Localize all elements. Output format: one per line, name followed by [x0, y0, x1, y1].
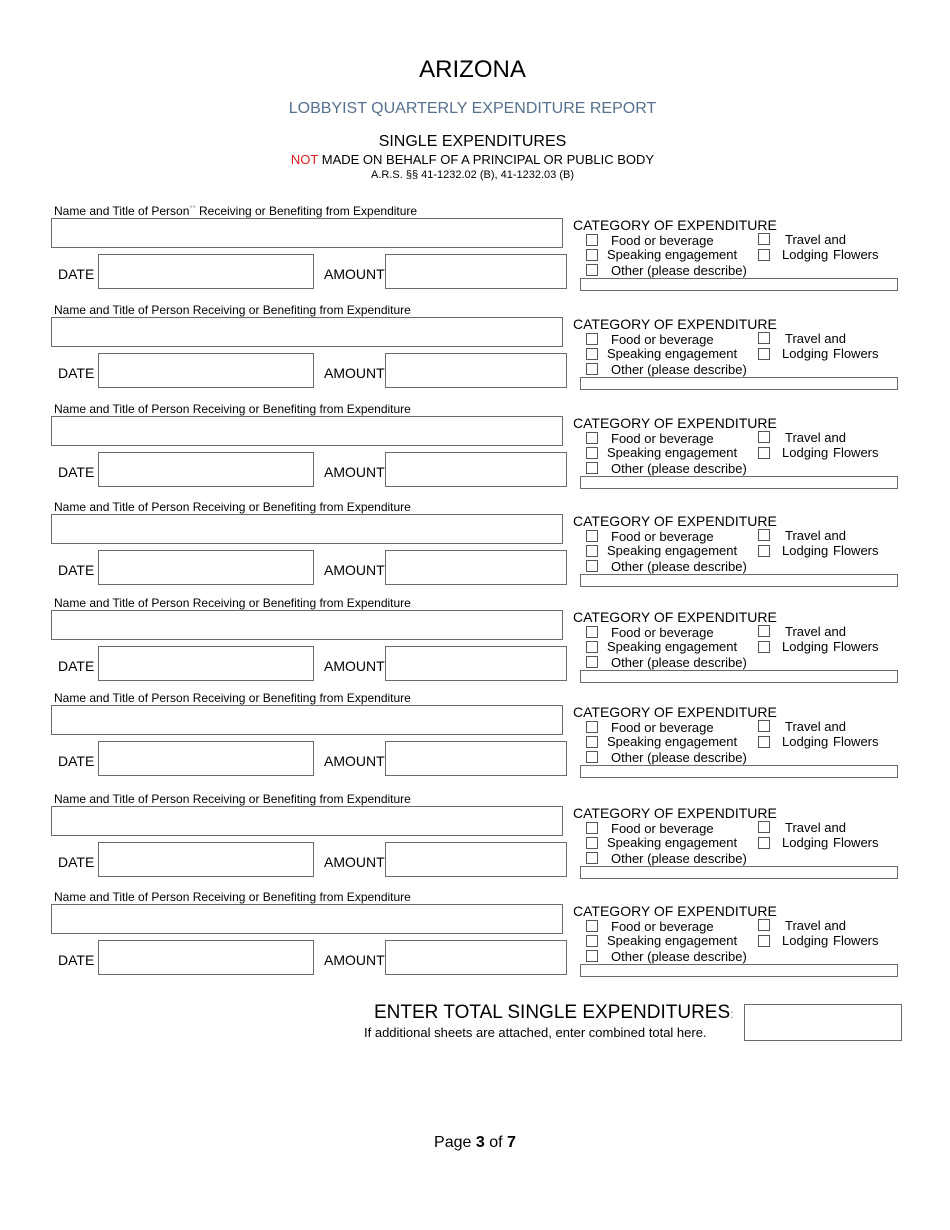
travel-lodging-checkbox[interactable] [758, 821, 770, 833]
lodging-label: Lodging [782, 346, 829, 361]
flowers-label: Flowers [833, 933, 879, 948]
date-label: DATE [58, 365, 95, 381]
travel-label: Travel and [785, 719, 846, 734]
name-title-label: Name and Title of Person Receiving or Benefiting from Expenditure [54, 500, 411, 514]
amount-field[interactable] [385, 353, 567, 388]
name-title-label: Name and Title of Person Receiving or Benefiting from Expenditure [54, 596, 411, 610]
name-title-field[interactable] [51, 610, 563, 640]
speaking-label: Speaking engagement [607, 933, 738, 948]
other-label: Other (please describe) [611, 949, 747, 964]
date-field[interactable] [98, 550, 314, 585]
speaking-label: Speaking engagement [607, 639, 738, 654]
lodging-label: Lodging [782, 835, 829, 850]
name-label-part: Receiving or Benefiting from Expenditure [195, 204, 418, 218]
date-label: DATE [58, 464, 95, 480]
flowers-label: Flowers [833, 445, 879, 460]
page-number [0, 1134, 950, 1152]
name-title-label: Name and Title of Person Receiving or Benefiting from Expenditure [54, 402, 411, 416]
other-checkbox[interactable] [586, 462, 598, 474]
travel-lodging-checkbox[interactable] [758, 720, 770, 732]
other-checkbox[interactable] [586, 363, 598, 375]
other-label: Other (please describe) [611, 362, 747, 377]
food-checkbox[interactable] [586, 530, 598, 542]
travel-lodging-checkbox[interactable] [758, 919, 770, 931]
current-page: 3 [475, 1134, 485, 1151]
speaking-checkbox[interactable] [586, 348, 598, 360]
name-title-field[interactable] [51, 806, 563, 836]
amount-label: AMOUNT [324, 562, 385, 578]
other-checkbox[interactable] [586, 751, 598, 763]
lodging-label: Lodging [782, 933, 829, 948]
not-word: NOT [290, 152, 319, 167]
expenditure-block [0, 402, 950, 498]
lodging-label: Lodging [782, 639, 829, 654]
speaking-checkbox[interactable] [586, 736, 598, 748]
category-title: CATEGORY OF EXPENDITURE [573, 609, 777, 625]
amount-field[interactable] [385, 452, 567, 487]
food-checkbox[interactable] [586, 920, 598, 932]
other-label: Other (please describe) [611, 559, 747, 574]
of-word: of [489, 1134, 503, 1151]
food-checkbox[interactable] [586, 822, 598, 834]
other-checkbox[interactable] [586, 950, 598, 962]
expenditure-block [0, 204, 950, 300]
food-checkbox[interactable] [586, 432, 598, 444]
flowers-label: Flowers [833, 734, 879, 749]
lodging-label: Lodging [782, 543, 829, 558]
other-label: Other (please describe) [611, 263, 747, 278]
flowers-label: Flowers [833, 639, 879, 654]
other-description-field[interactable] [580, 278, 898, 291]
total-title-text: ENTER TOTAL SINGLE EXPENDITURES [374, 1002, 731, 1023]
report-title: LOBBYIST QUARTERLY EXPENDITURE REPORT [288, 100, 657, 117]
other-checkbox[interactable] [586, 264, 598, 276]
expenditure-block [0, 792, 950, 888]
name-title-label: Name and Title of Person Receiving or Benefiting from Expenditure [54, 890, 411, 904]
total-amount-field[interactable] [744, 1004, 902, 1041]
flowers-checkbox[interactable] [758, 447, 770, 459]
statute-reference: A.R.S. §§ 41-1232.02 (B), 41-1232.03 (B) [370, 169, 574, 181]
date-label: DATE [58, 266, 95, 282]
flowers-checkbox[interactable] [758, 736, 770, 748]
name-title-label [54, 204, 417, 218]
category-title: CATEGORY OF EXPENDITURE [573, 316, 777, 332]
other-description-field[interactable] [580, 377, 898, 390]
other-description-field[interactable] [580, 866, 898, 879]
lodging-label: Lodging [782, 247, 829, 262]
category-title: CATEGORY OF EXPENDITURE [573, 415, 777, 431]
amount-label: AMOUNT [324, 464, 385, 480]
expenditure-block [0, 691, 950, 787]
amount-field[interactable] [385, 741, 567, 776]
name-title-field[interactable] [51, 416, 563, 446]
name-label-part: Name and Title of Person [54, 204, 190, 218]
flowers-checkbox[interactable] [758, 249, 770, 261]
other-checkbox[interactable] [586, 560, 598, 572]
other-label: Other (please describe) [611, 851, 747, 866]
other-description-field[interactable] [580, 476, 898, 489]
page-word: Page [434, 1134, 472, 1151]
speaking-checkbox[interactable] [586, 447, 598, 459]
amount-field[interactable] [385, 254, 567, 289]
amount-label: AMOUNT [324, 854, 385, 870]
category-title: CATEGORY OF EXPENDITURE [573, 513, 777, 529]
travel-label: Travel and [785, 624, 846, 639]
speaking-label: Speaking engagement [607, 835, 738, 850]
date-field[interactable] [98, 741, 314, 776]
flowers-label: Flowers [833, 543, 879, 558]
speaking-checkbox[interactable] [586, 249, 598, 261]
food-label: Food or beverage [611, 821, 714, 836]
flowers-checkbox[interactable] [758, 641, 770, 653]
food-label: Food or beverage [611, 529, 714, 544]
other-description-field[interactable] [580, 964, 898, 977]
date-field[interactable] [98, 452, 314, 487]
travel-label: Travel and [785, 232, 846, 247]
date-label: DATE [58, 854, 95, 870]
total-pages: 7 [507, 1134, 516, 1151]
state-title: ARIZONA [419, 56, 526, 83]
section-subtitle [0, 152, 945, 167]
food-label: Food or beverage [611, 625, 714, 640]
total-title-colon: : [730, 1007, 734, 1021]
speaking-label: Speaking engagement [607, 734, 738, 749]
travel-label: Travel and [785, 528, 846, 543]
expenditure-block [0, 596, 950, 692]
travel-label: Travel and [785, 430, 846, 445]
other-checkbox[interactable] [586, 852, 598, 864]
speaking-label: Speaking engagement [607, 445, 738, 460]
speaking-checkbox[interactable] [586, 935, 598, 947]
amount-field[interactable] [385, 550, 567, 585]
food-checkbox[interactable] [586, 333, 598, 345]
food-label: Food or beverage [611, 233, 714, 248]
name-title-label: Name and Title of Person Receiving or Benefiting from Expenditure [54, 303, 411, 317]
name-title-field[interactable] [51, 705, 563, 735]
food-checkbox[interactable] [586, 721, 598, 733]
total-title [374, 1002, 734, 1024]
travel-lodging-checkbox[interactable] [758, 529, 770, 541]
travel-label: Travel and [785, 331, 846, 346]
expenditure-block [0, 890, 950, 986]
name-title-label: Name and Title of Person Receiving or Benefiting from Expenditure [54, 792, 411, 806]
date-label: DATE [58, 952, 95, 968]
category-title: CATEGORY OF EXPENDITURE [573, 217, 777, 233]
flowers-checkbox[interactable] [758, 935, 770, 947]
date-label: DATE [58, 658, 95, 674]
not-rest: MADE ON BEHALF OF A PRINCIPAL OR PUBLIC BODY [318, 152, 655, 167]
food-checkbox[interactable] [586, 626, 598, 638]
date-field[interactable] [98, 940, 314, 975]
amount-field[interactable] [385, 940, 567, 975]
category-title: CATEGORY OF EXPENDITURE [573, 704, 777, 720]
speaking-label: Speaking engagement [607, 346, 738, 361]
amount-label: AMOUNT [324, 658, 385, 674]
travel-label: Travel and [785, 820, 846, 835]
expenditure-block [0, 500, 950, 596]
name-title-field[interactable] [51, 218, 563, 248]
food-label: Food or beverage [611, 720, 714, 735]
other-description-field[interactable] [580, 574, 898, 587]
name-title-field[interactable] [51, 317, 563, 347]
amount-label: AMOUNT [324, 753, 385, 769]
other-description-field[interactable] [580, 670, 898, 683]
flowers-checkbox[interactable] [758, 837, 770, 849]
amount-field[interactable] [385, 646, 567, 681]
lodging-label: Lodging [782, 734, 829, 749]
amount-field[interactable] [385, 842, 567, 877]
date-field[interactable] [98, 254, 314, 289]
food-label: Food or beverage [611, 431, 714, 446]
travel-lodging-checkbox[interactable] [758, 233, 770, 245]
category-title: CATEGORY OF EXPENDITURE [573, 903, 777, 919]
food-checkbox[interactable] [586, 234, 598, 246]
flowers-label: Flowers [833, 346, 879, 361]
other-label: Other (please describe) [611, 750, 747, 765]
amount-label: AMOUNT [324, 365, 385, 381]
amount-label: AMOUNT [324, 266, 385, 282]
expenditure-block [0, 303, 950, 399]
food-label: Food or beverage [611, 332, 714, 347]
other-description-field[interactable] [580, 765, 898, 778]
name-title-field[interactable] [51, 514, 563, 544]
date-field[interactable] [98, 353, 314, 388]
flowers-checkbox[interactable] [758, 545, 770, 557]
travel-lodging-checkbox[interactable] [758, 625, 770, 637]
section-title: SINGLE EXPENDITURES [378, 133, 567, 150]
travel-lodging-checkbox[interactable] [758, 431, 770, 443]
category-title: CATEGORY OF EXPENDITURE [573, 805, 777, 821]
date-label: DATE [58, 753, 95, 769]
date-label: DATE [58, 562, 95, 578]
speaking-label: Speaking engagement [607, 247, 738, 262]
flowers-label: Flowers [833, 247, 879, 262]
total-note: If additional sheets are attached, enter combined total here. [364, 1025, 707, 1040]
travel-label: Travel and [785, 918, 846, 933]
travel-lodging-checkbox[interactable] [758, 332, 770, 344]
lodging-label: Lodging [782, 445, 829, 460]
name-title-label: Name and Title of Person Receiving or Benefiting from Expenditure [54, 691, 411, 705]
flowers-label: Flowers [833, 835, 879, 850]
speaking-label: Speaking engagement [607, 543, 738, 558]
date-field[interactable] [98, 646, 314, 681]
other-label: Other (please describe) [611, 461, 747, 476]
speaking-checkbox[interactable] [586, 837, 598, 849]
flowers-checkbox[interactable] [758, 348, 770, 360]
footnote-marker: ** [189, 204, 196, 213]
name-title-field[interactable] [51, 904, 563, 934]
speaking-checkbox[interactable] [586, 545, 598, 557]
amount-label: AMOUNT [324, 952, 385, 968]
other-checkbox[interactable] [586, 656, 598, 668]
other-label: Other (please describe) [611, 655, 747, 670]
speaking-checkbox[interactable] [586, 641, 598, 653]
date-field[interactable] [98, 842, 314, 877]
food-label: Food or beverage [611, 919, 714, 934]
